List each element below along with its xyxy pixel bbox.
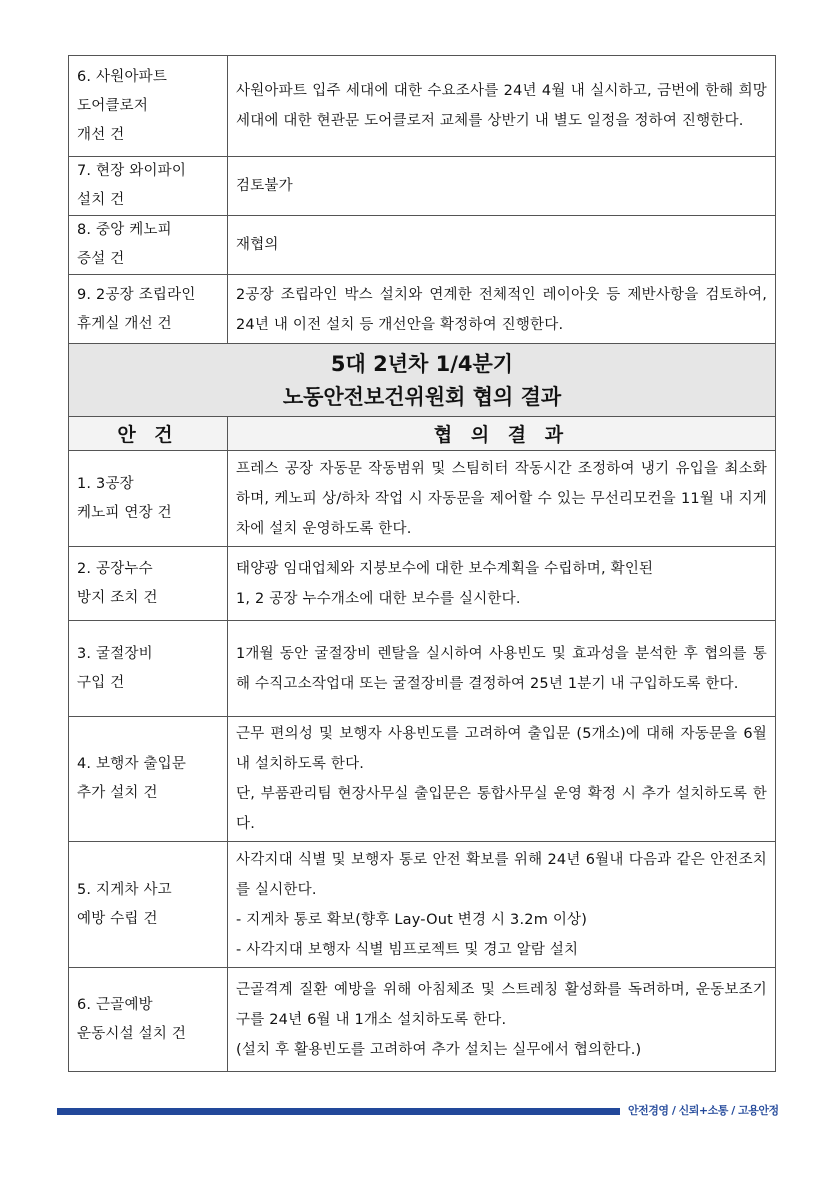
item-cell: 4. 보행자 출입문 추가 설치 건 xyxy=(69,717,228,842)
header-result: 협 의 결 과 xyxy=(228,417,776,451)
table-row xyxy=(69,621,776,717)
header-row xyxy=(69,417,776,451)
table-row xyxy=(69,275,776,345)
previous-items-table xyxy=(68,55,776,345)
committee-results-table xyxy=(68,343,776,1072)
result-cell: 1개월 동안 굴절장비 렌탈을 실시하여 사용빈도 및 효과성을 분석한 후 협의를 통해 수직고소작업대 또는 굴절장비를 결정하여 25년 1분기 내 구입하도록 한다. xyxy=(228,621,776,717)
footer-divider xyxy=(57,1108,620,1115)
result-cell: 사각지대 식별 및 보행자 통로 안전 확보를 위해 24년 6월내 다음과 같은 안전조치를 실시한다. - 지게차 통로 확보(향후 Lay-Out 변경 시 3.2m 이상) - 사각지대 보행자 식별 빔프로젝트 및 경고 알람 설치 xyxy=(228,842,776,968)
table-row xyxy=(69,216,776,275)
header-item: 안 건 xyxy=(69,417,228,451)
table-row xyxy=(69,451,776,547)
item-cell: 8. 중앙 케노피 증설 건 xyxy=(69,216,228,275)
item-cell: 6. 근골예방 운동시설 설치 건 xyxy=(69,968,228,1072)
item-cell: 3. 굴절장비 구입 건 xyxy=(69,621,228,717)
table-row xyxy=(69,968,776,1072)
result-cell: 재협의 xyxy=(228,216,776,275)
item-cell: 7. 현장 와이파이 설치 건 xyxy=(69,157,228,216)
title-row xyxy=(69,344,776,417)
result-cell: 태양광 임대업체와 지붕보수에 대한 보수계획을 수립하며, 확인된 1, 2 공장 누수개소에 대한 보수를 실시한다. xyxy=(228,547,776,621)
table-row xyxy=(69,56,776,157)
section-title-line1: 5대 2년차 1/4분기 xyxy=(330,352,514,376)
item-cell: 6. 사원아파트 도어클로저 개선 건 xyxy=(69,56,228,157)
table-row xyxy=(69,547,776,621)
footer-slogan: 안전경영 / 신뢰+소통 / 고용안정 xyxy=(628,1104,779,1117)
table-row xyxy=(69,157,776,216)
result-cell: 사원아파트 입주 세대에 대한 수요조사를 24년 4월 내 실시하고, 금번에 한해 희망 세대에 대한 현관문 도어클로저 교체를 상반기 내 별도 일정을 정하여 진행한다. xyxy=(228,56,776,157)
section-title-line2: 노동안전보건위원회 협의 결과 xyxy=(282,385,562,409)
result-cell: 근무 편의성 및 보행자 사용빈도를 고려하여 출입문 (5개소)에 대해 자동문을 6월 내 설치하도록 한다. 단, 부품관리팀 현장사무실 출입문은 통합사무실 운영 확정 시 추가 설치하도록 한다. xyxy=(228,717,776,842)
result-cell: 근골격계 질환 예방을 위해 아침체조 및 스트레칭 활성화를 독려하며, 운동보조기구를 24년 6월 내 1개소 설치하도록 한다. (설치 후 활용빈도를 고려하여 추가 설치는 실무에서 협의한다.) xyxy=(228,968,776,1072)
item-cell: 2. 공장누수 방지 조치 건 xyxy=(69,547,228,621)
item-cell: 9. 2공장 조립라인 휴게실 개선 건 xyxy=(69,275,228,345)
item-cell: 1. 3공장 케노피 연장 건 xyxy=(69,451,228,547)
table-row xyxy=(69,842,776,968)
result-cell: 검토불가 xyxy=(228,157,776,216)
result-cell: 2공장 조립라인 박스 설치와 연계한 전체적인 레이아웃 등 제반사항을 검토하여, 24년 내 이전 설치 등 개선안을 확정하여 진행한다. xyxy=(228,275,776,345)
item-cell: 5. 지게차 사고 예방 수립 건 xyxy=(69,842,228,968)
result-cell: 프레스 공장 자동문 작동범위 및 스팀히터 작동시간 조정하여 냉기 유입을 최소화하며, 케노피 상/하차 작업 시 자동문을 제어할 수 있는 무선리모컨을 11월 내 지게차에 설치 운영하도록 한다. xyxy=(228,451,776,547)
section-title xyxy=(69,344,776,417)
table-row xyxy=(69,717,776,842)
